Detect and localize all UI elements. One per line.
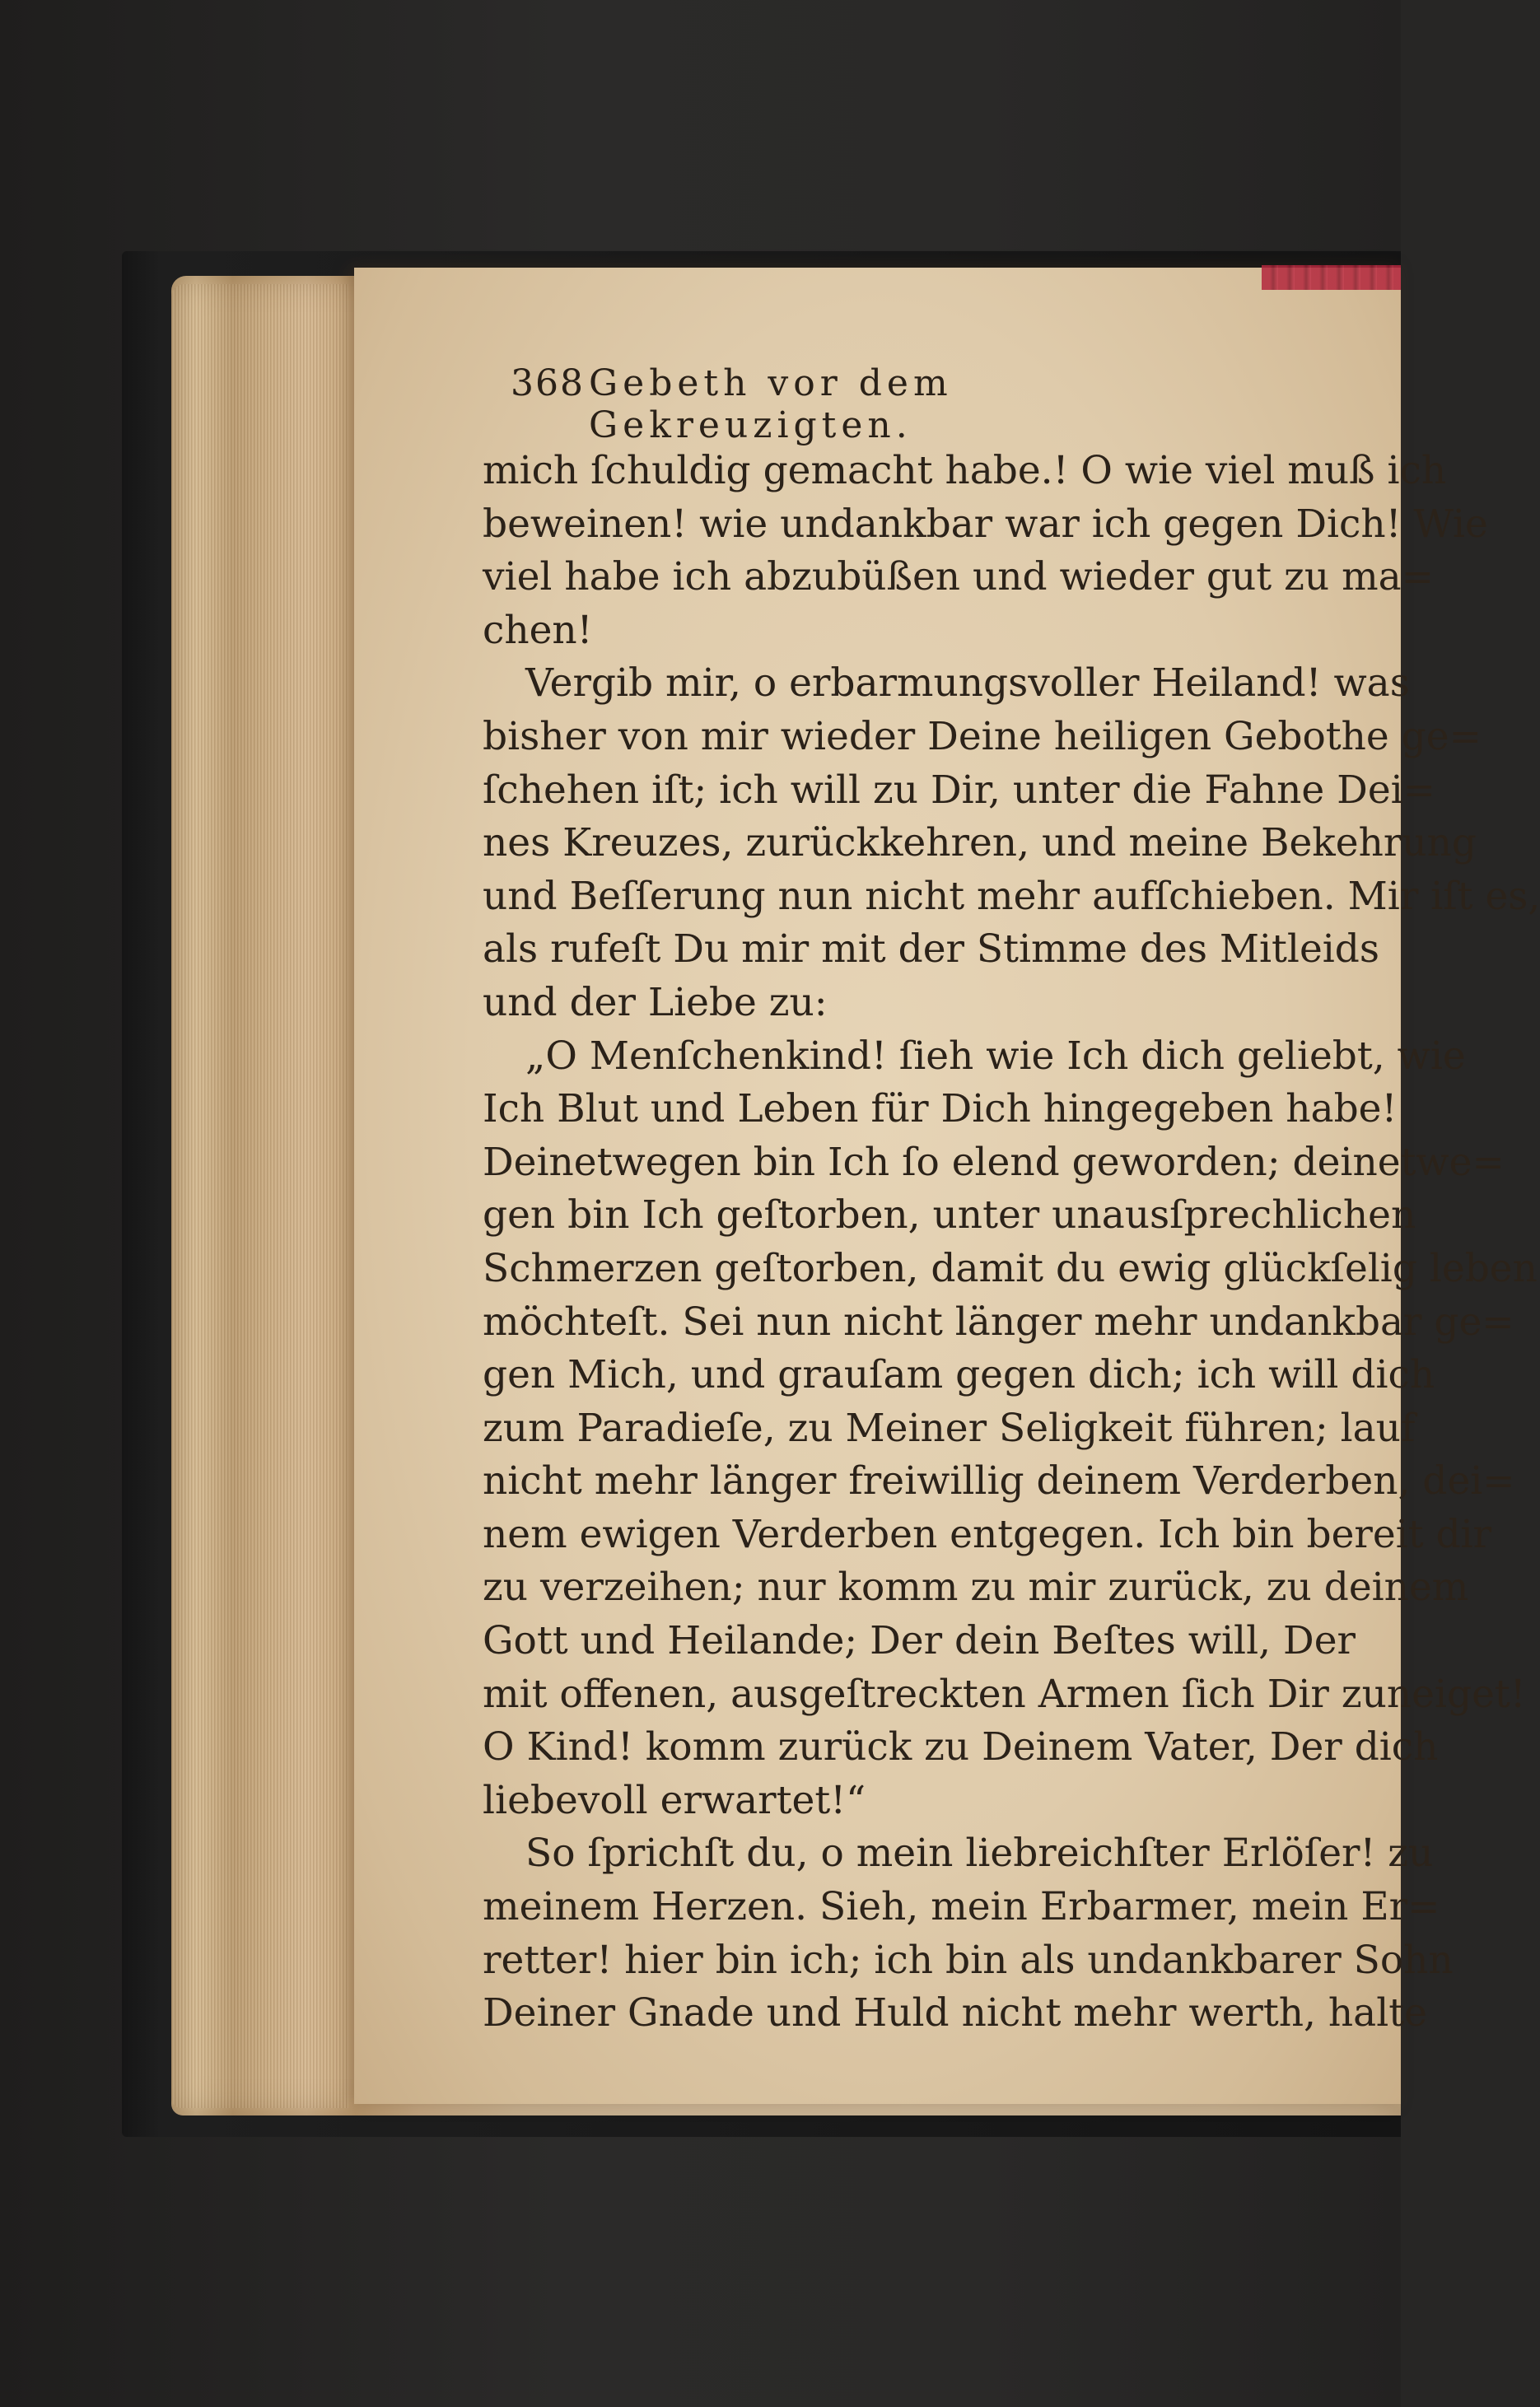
text-line: nicht mehr länger freiwillig deinem Verderben, dei= bbox=[483, 1458, 1515, 1504]
text-line: gen bin Ich geſtorben, unter unausſprechlichen bbox=[483, 1192, 1416, 1238]
paragraph bbox=[483, 445, 1488, 657]
text-line: viel habe ich abzubüßen und wieder gut zu ma= bbox=[483, 554, 1435, 600]
text-line: chen! bbox=[483, 607, 593, 653]
page-edges bbox=[171, 284, 348, 2108]
text-line: mich ſchuldig gemacht habe.! O wie viel muß ich bbox=[483, 448, 1447, 493]
red-page-edge-mark bbox=[1262, 265, 1401, 290]
text-line: und Beſſerung nun nicht mehr aufſchieben. Mir iſt es, bbox=[483, 873, 1540, 919]
text-line: meinem Herzen. Sieh, mein Erbarmer, mein Er= bbox=[483, 1884, 1440, 1930]
text-line: nem ewigen Verderben entgegen. Ich bin bereit dir bbox=[483, 1511, 1492, 1557]
text-line: ſchehen iſt; ich will zu Dir, unter die Fahne Dei= bbox=[483, 767, 1436, 813]
running-head: Gebeth vor dem Gekreuzigten. bbox=[589, 362, 953, 446]
text-line: Deiner Gnade und Huld nicht mehr werth, halte bbox=[483, 1990, 1427, 2036]
text-line: und der Liebe zu: bbox=[483, 979, 828, 1025]
text-line: Deinetwegen bin Ich ſo elend geworden; deinetwe= bbox=[483, 1139, 1505, 1185]
text-line: zu verzeihen; nur komm zu mir zurück, zu deinem bbox=[483, 1565, 1469, 1611]
text-line: zum Paradieſe, zu Meiner Seligkeit führen; lauf bbox=[483, 1405, 1416, 1451]
text-line: Ich Blut und Leben für Dich hingegeben habe! bbox=[483, 1086, 1398, 1132]
text-line: Vergib mir, o erbarmungsvoller Heiland! was bbox=[525, 660, 1410, 707]
paragraph bbox=[483, 1827, 1454, 2040]
text-line: möchteſt. Sei nun nicht länger mehr undankbar ge= bbox=[483, 1299, 1514, 1345]
text-line: bisher von mir wieder Deine heiligen Gebothe ge= bbox=[483, 713, 1482, 759]
paragraph bbox=[483, 657, 1540, 1029]
body-text bbox=[483, 445, 1540, 2041]
text-line: Gott und Heilande; Der dein Beſtes will, Der bbox=[483, 1618, 1356, 1664]
text-line: gen Mich, und grauſam gegen dich; ich will dich bbox=[483, 1352, 1435, 1398]
text-line: liebevoll erwartet!“ bbox=[483, 1777, 866, 1823]
text-line: als rufeſt Du mir mit der Stimme des Mitleids bbox=[483, 926, 1380, 973]
text-line: retter! hier bin ich; ich bin als undankbarer Sohn bbox=[483, 1937, 1454, 1983]
page-header bbox=[511, 362, 1219, 446]
text-line: „O Menſchenkind! ſieh wie Ich dich geliebt, wie bbox=[525, 1033, 1466, 1079]
page-number: 368 bbox=[511, 362, 585, 404]
text-line: nes Kreuzes, zurückkehren, und meine Bekehrung bbox=[483, 820, 1477, 866]
text-line: O Kind! komm zurück zu Deinem Vater, Der dich bbox=[483, 1724, 1439, 1770]
text-line: mit offenen, ausgeſtreckten Armen ſich Dir zuneiget! bbox=[483, 1671, 1526, 1717]
text-line: Schmerzen geſtorben, damit du ewig glückſelig leben bbox=[483, 1245, 1538, 1291]
text-line: beweinen! wie undankbar war ich gegen Dich! Wie bbox=[483, 501, 1488, 547]
text-line: So ſprichſt du, o mein liebreichſter Erlöſer! zu bbox=[525, 1831, 1434, 1877]
paragraph bbox=[483, 1030, 1538, 1828]
